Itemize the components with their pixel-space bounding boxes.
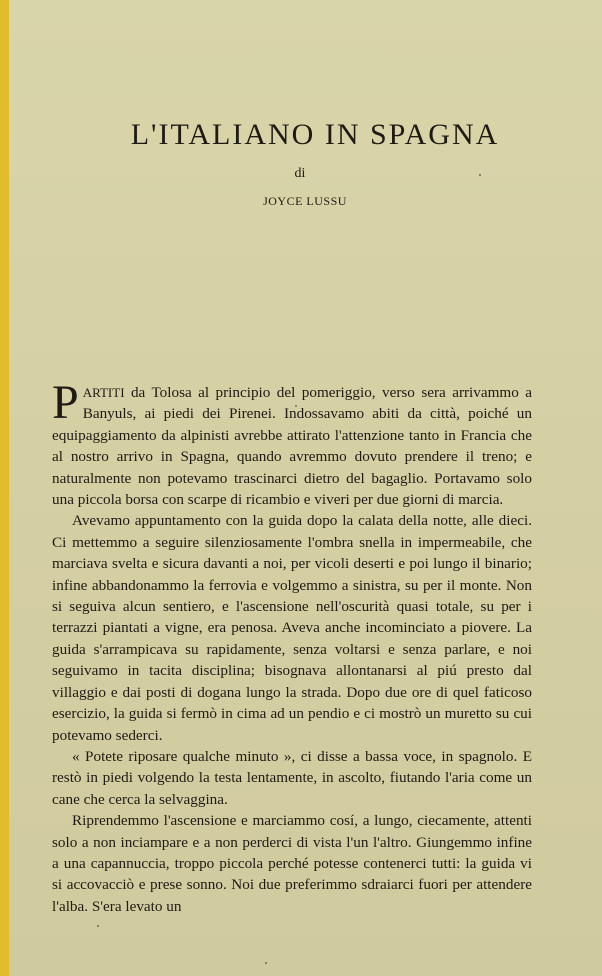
opening-smallcaps: ARTITI: [82, 385, 125, 400]
paragraph-2: Avevamo appuntamento con la guida dopo la calata della notte, alle dieci. Ci mettemmo a seguire silenziosamente l'ombra snella in impermeabile, che marciava svelta e sicura davanti a noi, per vicoli deserti e poi lungo il binario; infine abbandonammo la ferrovia e volgemmo a sinistra, su per il monte. Non si seguiva alcun sentiero, e l'ascensione nell'oscurità quasi totale, su per i terrazzi piantati a vigne, era penosa. Aveva anche incominciato a piovere. La guida s'arrampicava su rapidamente, senza voltarsi e senza parlare, e noi seguivamo in tacita disciplina; bisognava allontanarsi al piú presto dal villaggio e dai posti di dogana lungo la strada. Dopo due ore di quel faticoso esercizio, la guida si fermò in cima ad un pendio e ci mostrò un muretto su cui potevamo sederci.: [52, 512, 532, 744]
paragraph-1-text: da Tolosa al principio del pomeriggio, verso sera arrivammo a Banyuls, ai piedi dei Pirenei. Indossavamo abiti da città, poiché un equipaggiamento da alpinisti avrebbe attirato l'attenzione tanto in Francia che al nostro arrivo in Spagna, quando avremmo dovuto prendere il treno; e naturalmente non potevamo trascinarci dietro del bagaglio. Portavamo solo una piccola borsa con scarpe di ricambio e viveri per due giorni di marcia.: [52, 384, 532, 509]
article-body: [52, 376, 532, 917]
paper-speck: [265, 962, 267, 964]
paragraph-3: « Potete riposare qualche minuto », ci disse a bassa voce, in spagnolo. E restò in piedi volgendo la testa lentamente, in ascolto, fiutando l'aria come un cane che cerca la selvaggina.: [52, 747, 532, 808]
article-author: JOYCE LUSSU: [263, 194, 347, 208]
article-byline-di: di: [294, 166, 306, 181]
paragraph-4: Riprendemmo l'ascensione e marciammo cosí, a lungo, ciecamente, attenti solo a non inciampare e a non perderci di vista l'un l'altro. Giungemmo infine a una capannuccia, troppo piccola perché potesse contenerci tutti: la guida vi si accovacciò e prese sonno. Noi due preferimmo sdraiarci fuori per attendere l'alba. S'era levato un: [52, 812, 532, 915]
paper-speck: [479, 174, 481, 176]
article-title: L'ITALIANO IN SPAGNA: [130, 118, 500, 151]
paper-speck: [97, 925, 99, 927]
drop-cap: P: [52, 376, 79, 429]
page-edge: [0, 0, 9, 976]
paragraph-1: [52, 376, 532, 510]
